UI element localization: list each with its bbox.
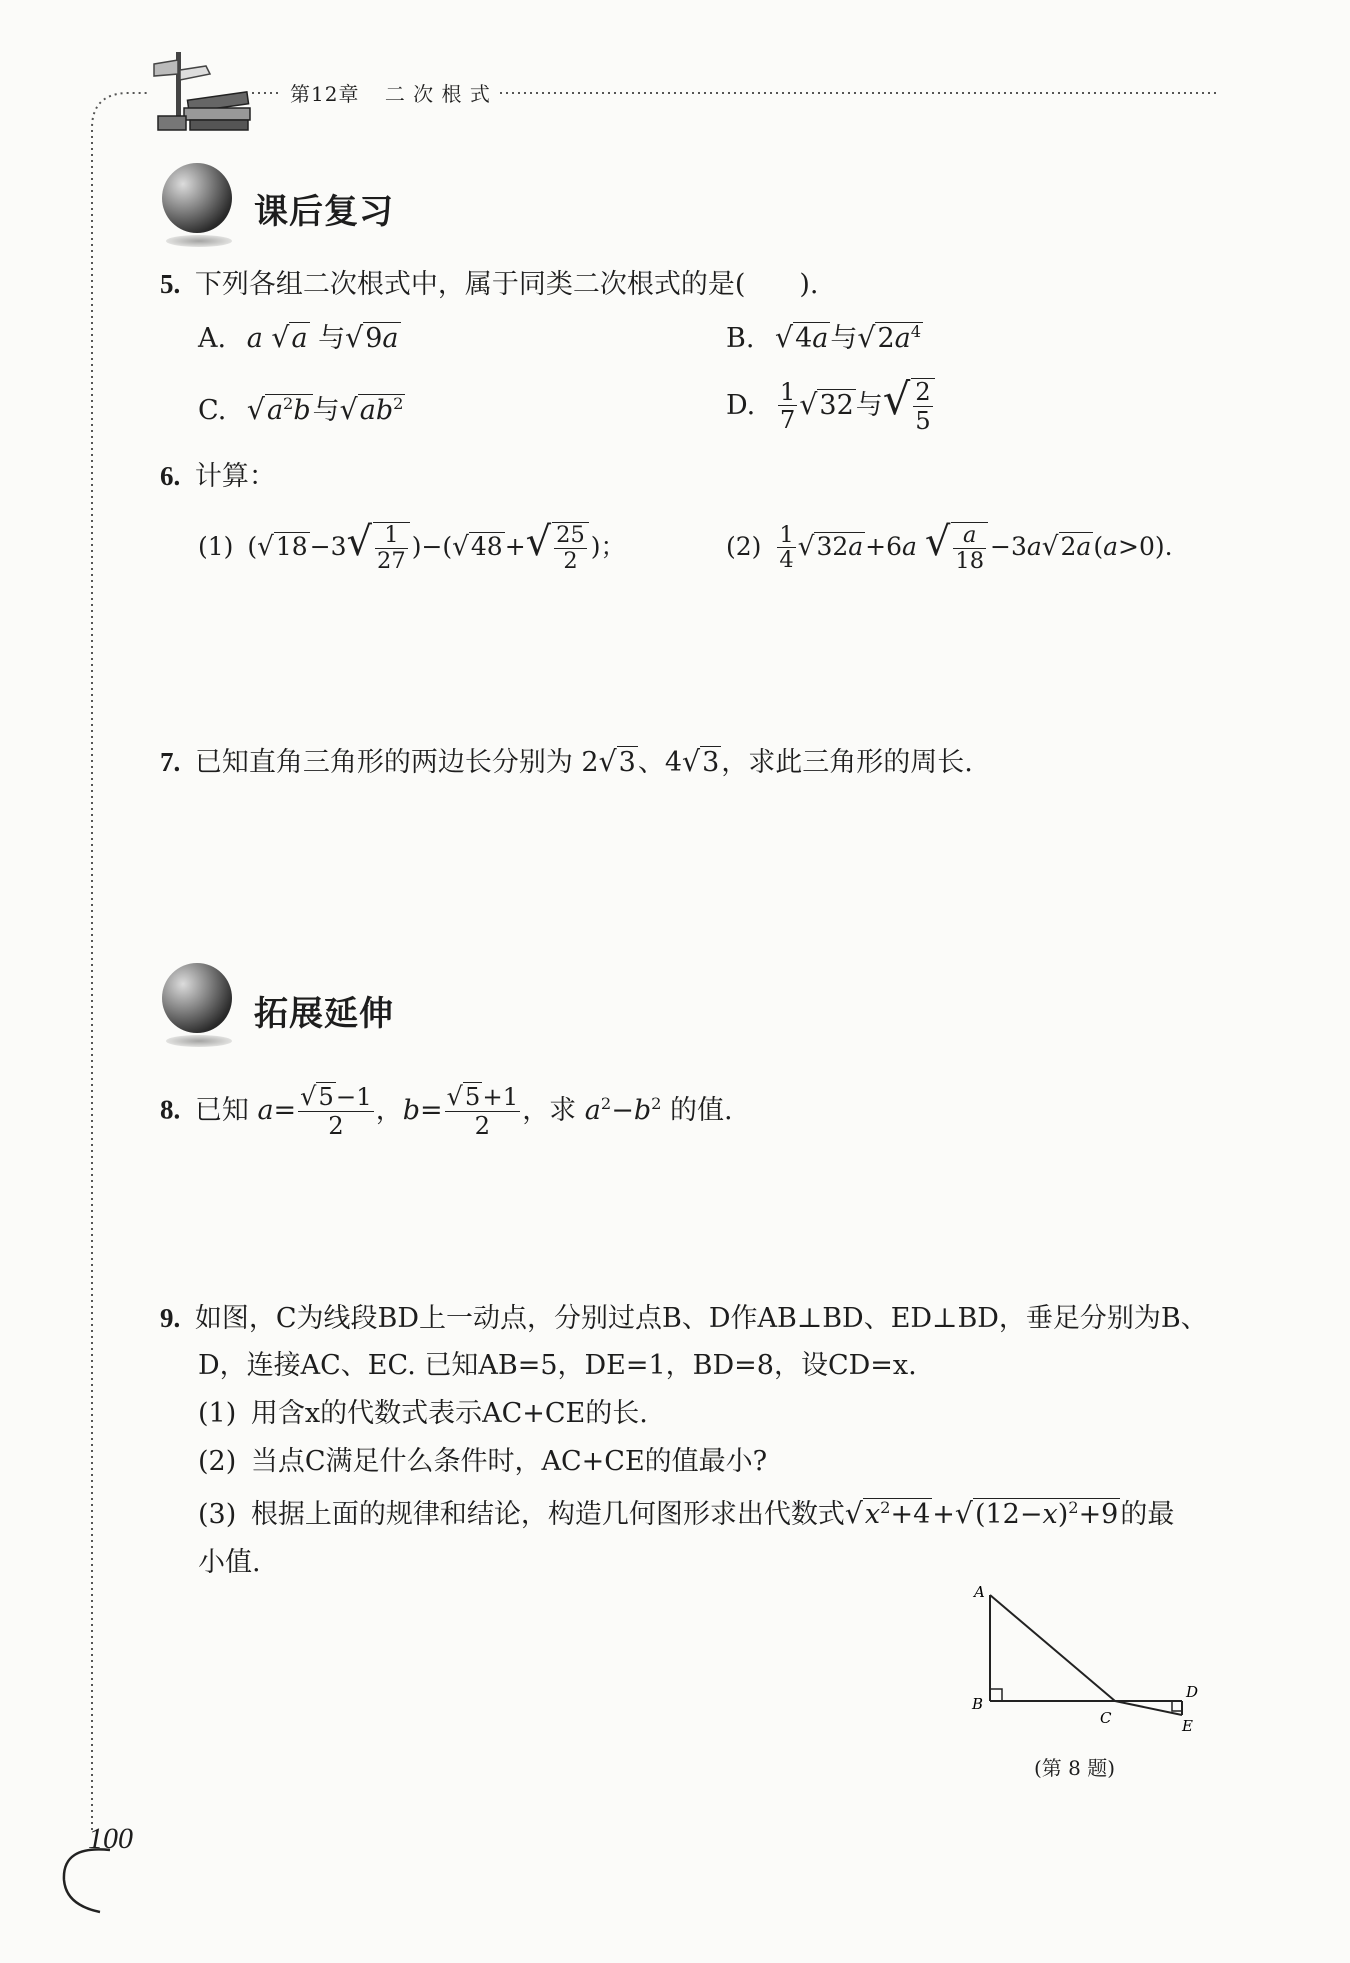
chapter-header: [290, 78, 491, 107]
section-review-icon: [162, 163, 232, 247]
option-a[interactable]: A. a √a 与√9a: [198, 321, 399, 354]
question-9-line2: D，连接AC、EC. 已知AB=5，DE=1，BD=8，设CD=x.: [198, 1350, 917, 1381]
q9-part-1: [198, 1394, 648, 1434]
question-number: 6.: [160, 461, 181, 491]
question-stem: 计算：: [194, 461, 276, 492]
question-stem: 下列各组二次根式中，属于同类二次根式的是( ).: [194, 269, 819, 300]
question-stem: 已知 a= $\frac{√5-1}{2}$ ，b= $\frac{√5+1}{2}$ ，求 $a^2-b^2$ 的值.: [194, 1082, 733, 1141]
question-5: [160, 264, 819, 305]
q9-part-2: [198, 1442, 767, 1482]
section-title-extend: 拓展延伸: [254, 994, 394, 1034]
label-b: B: [972, 1695, 984, 1713]
option-b[interactable]: B. √4a与$√2a^4$: [726, 321, 922, 354]
part-label: (1): [198, 1398, 237, 1429]
geometry-figure: [960, 1575, 1200, 1745]
part-label: (2): [726, 532, 762, 561]
question-6: [160, 456, 276, 497]
section-title-review: 课后复习: [254, 192, 394, 232]
part-label: (2): [198, 1446, 237, 1477]
label-d: D: [1186, 1683, 1199, 1701]
question-stem-line1: 如图，C为线段BD上一动点，分别过点B、D作AB⊥BD、ED⊥BD，垂足分别为B、: [194, 1303, 1208, 1334]
right-angle-d: [1172, 1701, 1182, 1711]
label-e: E: [1182, 1717, 1193, 1735]
part-text: 用含x的代数式表示AC+CE的长.: [250, 1398, 648, 1429]
label-c: C: [1100, 1709, 1112, 1727]
right-angle-b: [990, 1689, 1002, 1701]
figure-caption: (第 8 题): [1034, 1756, 1116, 1780]
q6-part-2: (2) $\frac{1}{4}$ √32a+6a √ $\frac{a}{18}$ −3a√2a(a>0).: [726, 519, 1173, 574]
part-text: 根据上面的规律和结论，构造几何图形求出代数式$√x^2+4+√(12-x)^2+9$的最 小值.: [198, 1497, 1175, 1578]
segment-ac: [990, 1595, 1115, 1701]
option-c[interactable]: C. $√a^2b$与$√ab^2$: [198, 393, 404, 426]
chapter-number: 第12章: [290, 82, 360, 106]
chapter-title: 二 次 根 式: [384, 82, 491, 106]
section-extend-icon: [162, 963, 232, 1047]
option-d[interactable]: D. $\frac{1}{7}$ √32与√ $\frac{2}{5}$: [726, 378, 937, 435]
option-label: C.: [198, 395, 227, 426]
page-number: 100: [88, 1822, 133, 1855]
chapter-logo-icon: [148, 46, 258, 136]
part-label: (3): [198, 1499, 237, 1530]
part-text: 当点C满足什么条件时，AC+CE的值最小?: [250, 1446, 768, 1477]
option-label: A.: [198, 323, 227, 354]
question-7: [160, 742, 973, 783]
question-number: 7.: [160, 747, 181, 777]
option-label: B.: [726, 323, 755, 354]
option-label: D.: [726, 389, 756, 421]
q9-part-3: [198, 1490, 1228, 1587]
question-stem: 已知直角三角形的两边长分别为 2√3、4√3，求此三角形的周长.: [194, 745, 973, 778]
label-a: A: [974, 1583, 985, 1601]
question-9: [160, 1298, 1230, 1339]
question-number: 9.: [160, 1303, 181, 1333]
question-number: 8.: [160, 1094, 181, 1125]
question-number: 5.: [160, 269, 181, 299]
q6-part-1: (1) (√18−3√ $\frac{1}{27}$ )−(√48+√ $\frac{25}{2}$ )；: [198, 519, 626, 574]
question-8: [160, 1082, 733, 1140]
part-label: (1): [198, 532, 234, 561]
